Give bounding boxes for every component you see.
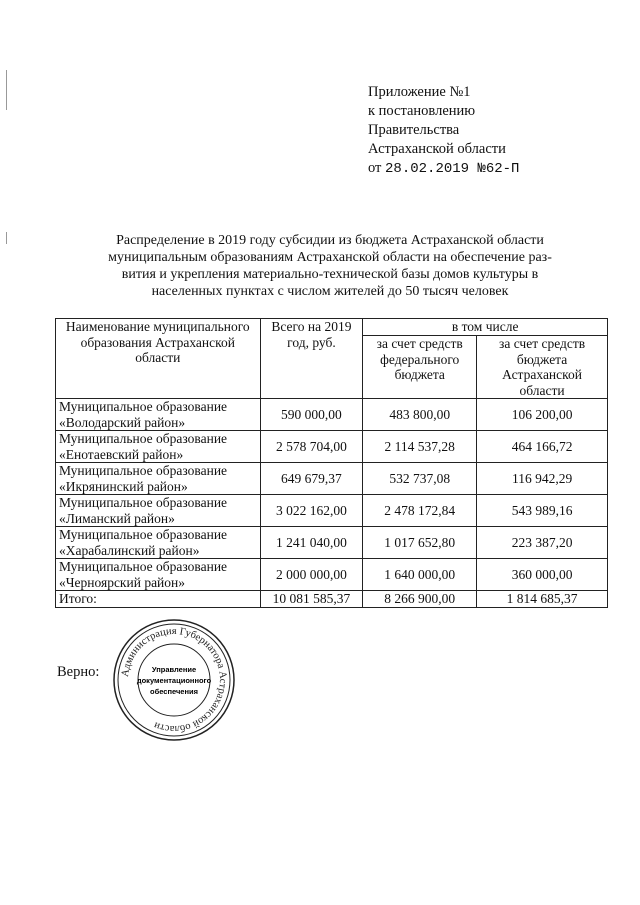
municipality-type: Муниципальное образование — [59, 559, 228, 574]
amount-regional: 106 200,00 — [477, 399, 608, 431]
certification-label: Верно: — [57, 664, 100, 680]
municipality-name — [56, 463, 261, 495]
total-regional: 1 814 685,37 — [477, 591, 608, 608]
amount-regional: 543 989,16 — [477, 495, 608, 527]
document-title — [70, 232, 590, 300]
svg-text:документационного: документационного — [136, 676, 212, 685]
header-including: в том числе — [363, 319, 608, 336]
municipality-type: Муниципальное образование — [59, 463, 228, 478]
annex-line: к постановлению — [368, 103, 476, 119]
svg-text:Администрация Губернатора Астр: Администрация Губернатора Астраханской области — [120, 625, 229, 735]
annex-line: Астраханской области — [368, 141, 506, 157]
amount-total: 3 022 162,00 — [260, 495, 363, 527]
amount-regional: 464 166,72 — [477, 431, 608, 463]
official-seal — [112, 618, 236, 742]
subsidy-table — [55, 318, 608, 608]
municipality-district: «Лиманский район» — [59, 510, 175, 526]
amount-regional: 223 387,20 — [477, 527, 608, 559]
amount-total: 590 000,00 — [260, 399, 363, 431]
title-line: Распределение в 2019 году субсидии из бюджета Астраханской области — [116, 233, 544, 248]
municipality-type: Муниципальное образование — [59, 399, 228, 414]
table-row — [56, 463, 608, 495]
table-row — [56, 399, 608, 431]
header-name: Наименование муниципального образования Астраханской области — [56, 319, 261, 399]
amount-federal: 483 800,00 — [363, 399, 477, 431]
municipality-district: «Володарский район» — [59, 414, 186, 430]
amount-regional: 116 942,29 — [477, 463, 608, 495]
municipality-name — [56, 559, 261, 591]
date-prefix: от — [368, 160, 382, 176]
title-line: населенных пунктах с числом жителей до 50 тысяч человек — [151, 284, 509, 299]
municipality-district: «Икрянинский район» — [59, 478, 188, 494]
title-line: муниципальным образованиям Астраханской области на обеспечение раз- — [108, 250, 552, 265]
amount-federal: 1 640 000,00 — [363, 559, 477, 591]
annex-line: Приложение №1 — [368, 84, 471, 100]
annex-date-line — [368, 159, 519, 179]
table-row — [56, 527, 608, 559]
total-label: Итого: — [56, 591, 261, 608]
amount-total: 2 578 704,00 — [260, 431, 363, 463]
municipality-type: Муниципальное образование — [59, 431, 228, 446]
municipality-district: «Черноярский район» — [59, 574, 186, 590]
amount-federal: 2 114 537,28 — [363, 431, 477, 463]
header-total: Всего на 2019 год, руб. — [260, 319, 363, 399]
municipality-name — [56, 431, 261, 463]
amount-federal: 2 478 172,84 — [363, 495, 477, 527]
municipality-district: «Харабалинский район» — [59, 542, 200, 558]
municipality-type: Муниципальное образование — [59, 495, 228, 510]
total-sum: 10 081 585,37 — [260, 591, 363, 608]
scan-margin-mark — [6, 70, 7, 110]
resolution-date: 28.02.2019 №62-П — [385, 161, 520, 177]
amount-total: 2 000 000,00 — [260, 559, 363, 591]
municipality-district: «Енотаевский район» — [59, 446, 184, 462]
annex-header — [368, 83, 519, 179]
municipality-name — [56, 495, 261, 527]
title-line: вития и укрепления материально-технической базы домов культуры в — [121, 267, 539, 282]
scan-margin-mark — [6, 232, 7, 244]
annex-line: Правительства — [368, 122, 460, 138]
total-federal: 8 266 900,00 — [363, 591, 477, 608]
table-row — [56, 431, 608, 463]
header-federal: за счет средств федерального бюджета — [363, 336, 477, 399]
svg-text:Управление: Управление — [151, 665, 197, 674]
amount-regional: 360 000,00 — [477, 559, 608, 591]
amount-total: 1 241 040,00 — [260, 527, 363, 559]
header-regional: за счет средств бюджета Астраханской области — [477, 336, 608, 399]
svg-text:обеспечения: обеспечения — [149, 687, 199, 696]
amount-federal: 1 017 652,80 — [363, 527, 477, 559]
amount-federal: 532 737,08 — [363, 463, 477, 495]
table-row — [56, 495, 608, 527]
municipality-type: Муниципальное образование — [59, 527, 228, 542]
municipality-name — [56, 399, 261, 431]
municipality-name — [56, 527, 261, 559]
amount-total: 649 679,37 — [260, 463, 363, 495]
table-row — [56, 559, 608, 591]
